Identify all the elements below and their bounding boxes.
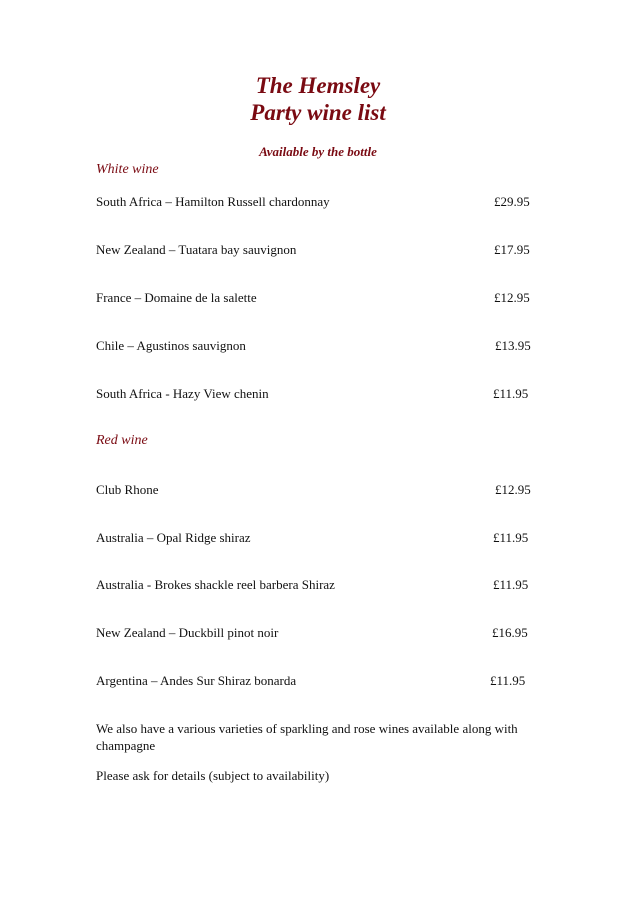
wine-name: Australia – Opal Ridge shiraz [96, 530, 251, 545]
wine-price: £12.95 [494, 290, 530, 305]
wine-name: South Africa - Hazy View chenin [96, 386, 269, 401]
wine-price: £12.95 [495, 482, 531, 497]
wine-row [96, 625, 532, 643]
wine-price: £29.95 [494, 194, 530, 209]
wine-name: Australia - Brokes shackle reel barbera Shiraz [96, 577, 335, 592]
wine-name: South Africa – Hamilton Russell chardonnay [96, 194, 330, 209]
red-wine-heading: Red wine [96, 433, 148, 448]
wine-row [96, 530, 532, 548]
wine-name: Chile – Agustinos sauvignon [96, 338, 246, 353]
wine-price: £11.95 [490, 673, 526, 688]
wine-row [96, 194, 532, 212]
wine-name: Club Rhone [96, 482, 159, 497]
wine-row [96, 482, 532, 500]
wine-price: £17.95 [494, 242, 530, 257]
wine-price: £13.95 [495, 338, 531, 353]
wine-row [96, 290, 532, 308]
menu-title: The Hemsley [255, 73, 381, 98]
wine-price: £16.95 [492, 625, 528, 640]
menu-subtitle-title: Party wine list [250, 100, 386, 125]
wine-row [96, 386, 532, 404]
availability-note: Available by the bottle [259, 144, 377, 159]
wine-price: £11.95 [493, 386, 529, 401]
details-note: Please ask for details (subject to availability) [96, 768, 330, 783]
wine-name: New Zealand – Tuatara bay sauvignon [96, 242, 297, 257]
wine-name: France – Domaine de la salette [96, 290, 257, 305]
wine-price: £11.95 [493, 577, 529, 592]
wine-row [96, 577, 532, 595]
wine-row [96, 673, 532, 691]
wine-name: Argentina – Andes Sur Shiraz bonarda [96, 673, 297, 688]
white-wine-heading: White wine [96, 162, 159, 177]
sparkling-note: We also have a various varieties of sparkling and rose wines available along with champagne [96, 721, 518, 753]
wine-row [96, 338, 532, 356]
wine-price: £11.95 [493, 530, 529, 545]
wine-row [96, 242, 532, 260]
wine-name: New Zealand – Duckbill pinot noir [96, 625, 279, 640]
